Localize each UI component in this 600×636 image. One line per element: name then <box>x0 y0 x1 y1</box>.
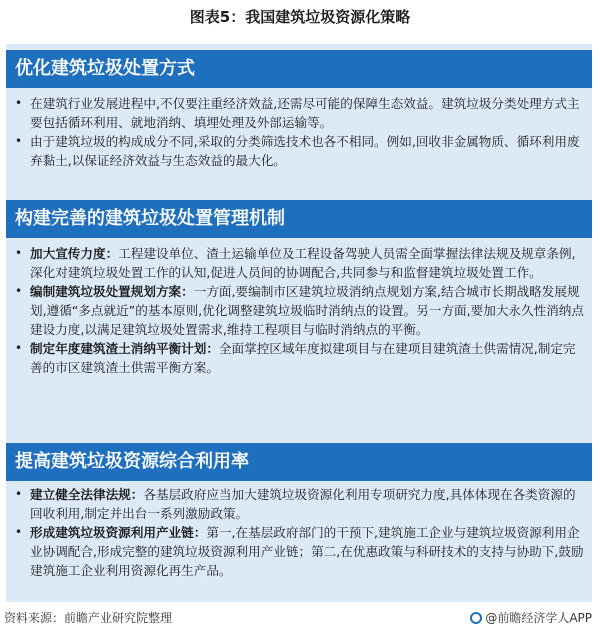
item-lead: 制定年度建筑渣土消纳平衡计划： <box>30 341 219 356</box>
list-item <box>8 132 588 170</box>
bullet-icon: • <box>15 525 23 539</box>
section-header-management-mechanism: 构建完善的建筑垃圾处置管理机制 <box>6 200 592 238</box>
item-text: 在建筑行业发展进程中,不仅要注重经济效益,还需尽可能的保障生态效益。建筑垃圾分类处理方式主要包括循环利用、就地消纳、填埋处理及外部运输等。 <box>30 96 580 130</box>
list-item <box>8 94 588 132</box>
item-text: 由于建筑垃圾的构成成分不同,采取的分类筛选技术也各不相同。例如,回收非金属物质、循环利用废弃黏土,以保证经济效益与生态效益的最大化。 <box>30 134 580 168</box>
bullet-icon: • <box>15 246 23 260</box>
bullet-icon: • <box>15 341 23 355</box>
item-text: 各基层政府应当加大建筑垃圾资源化利用专项研究力度,具体体现在各类资源的回收利用,制定并出台一系列激励政策。 <box>30 487 576 521</box>
section-list-optimize-disposal <box>8 94 588 170</box>
item-lead: 加大宣传力度： <box>30 246 119 261</box>
section-list-utilization-rate <box>8 485 588 580</box>
bullet-icon: • <box>15 96 23 110</box>
item-text: 全面掌控区域年度拟建项目与在建项目建筑渣土供需情况,制定完善的市区建筑渣土供需平衡方案。 <box>30 341 576 375</box>
brand-credit <box>470 609 592 626</box>
item-lead: 编制建筑垃圾处置规划方案： <box>30 284 194 299</box>
page-title: 图表5：我国建筑垃圾资源化策略 <box>189 8 411 26</box>
bullet-icon: • <box>15 487 23 501</box>
list-item <box>8 523 588 580</box>
qianzhan-logo-icon <box>470 612 482 624</box>
bullet-icon: • <box>15 134 23 148</box>
item-text: 工程建设单位、渣土运输单位及工程设备驾驶人员需全面掌握法律法规及规章条例,深化对建筑垃圾处置工作的认知,促进人员间的协调配合,共同参与和监督建筑垃圾处置工作。 <box>30 246 576 280</box>
list-item <box>8 244 588 282</box>
item-lead: 形成建筑垃圾资源利用产业链： <box>30 525 207 540</box>
section-header-utilization-rate: 提高建筑垃圾资源综合利用率 <box>6 443 592 481</box>
list-item <box>8 339 588 377</box>
list-item <box>8 282 588 339</box>
section-header-optimize-disposal: 优化建筑垃圾处置方式 <box>6 50 592 88</box>
section-list-management-mechanism <box>8 244 588 377</box>
source-note: 资料来源：前瞻产业研究院整理 <box>4 611 173 625</box>
item-lead: 建立健全法律法规： <box>30 487 144 502</box>
brand-text: @前瞻经济学人APP <box>485 611 592 625</box>
bullet-icon: • <box>15 284 23 298</box>
list-item <box>8 485 588 523</box>
item-text: 第一,在基层政府部门的干预下,建筑施工企业与建筑垃圾资源利用企业协调配合,形成完整的建筑垃圾资源利用产业链；第二,在优惠政策与科研技术的支持与协助下,鼓励建筑施工企业利用资源化再生产品。 <box>30 525 584 578</box>
item-text: 一方面,要编制市区建筑垃圾消纳点规划方案,结合城市长期战略发展规划,遵循“多点就近”的基本原则,优化调整建筑垃圾临时消纳点的设置。另一方面,要加大永久性消纳点建设力度,以满足建筑垃圾处置需求,维持工程项目与临时消纳点的平衡。 <box>30 284 584 337</box>
